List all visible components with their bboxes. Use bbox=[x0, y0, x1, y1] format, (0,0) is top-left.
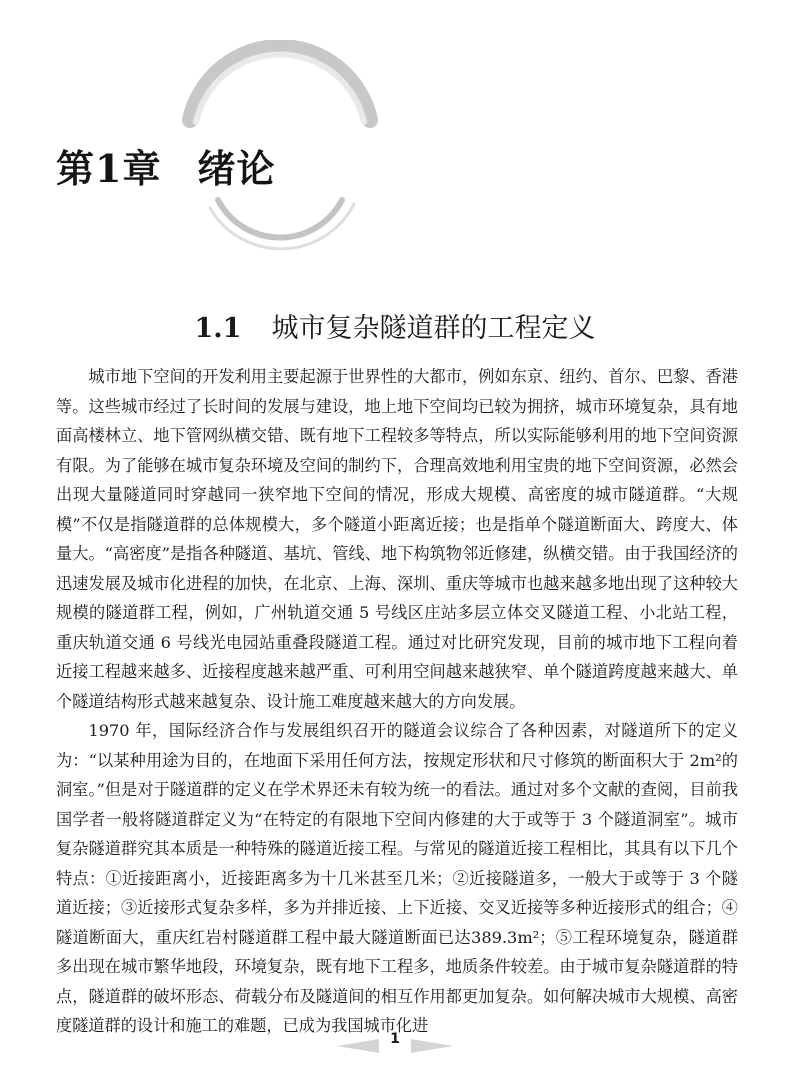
paragraph-2: 1970 年，国际经济合作与发展组织召开的隧道会议综合了各种因素，对隧道所下的定义为：“以某种用途为目的，在地面下采用任何方法，按规定形状和尺寸修筑的断面积大于 2m²的洞室。”但是对于隧道群的定义在学术界还未有较为统一的看法。通过对多个文献的查阅，目前我国学者一般将隧道群定义为“在特定的有限地下空间内修建的大于或等于 3 个隧道洞室”。城市复杂隧道群究其本质是一种特殊的隧道近接工程。与常见的隧道近接工程相比，其具有以下几个特点：①近接距离小，近接距离多为十几米甚至几米；②近接隧道多，一般大于或等于 3 个隧道近接；③近接形式复杂多样，多为并排近接、上下近接、交叉近接等多种近接形式的组合；④隧道断面大，重庆红岩村隧道群工程中最大隧道断面已达389.3m²；⑤工程环境复杂，隧道群多出现在城市繁华地段，环境复杂，既有地下工程多，地质条件较差。由于城市复杂隧道群的特点，隧道群的破坏形态、荷载分布及隧道间的相互作用都更加复杂。如何解决城市大规模、高密度隧道群的设计和施工的难题，已成为我国城市化进 bbox=[56, 721, 738, 1035]
page-number: 1 bbox=[390, 1031, 400, 1047]
paragraph-1: 城市地下空间的开发利用主要起源于世界性的大都市，例如东京、纽约、首尔、巴黎、香港等。这些城市经过了长时间的发展与建设，地上地下空间均已较为拥挤，城市环境复杂，具有地面高楼林立、地下管网纵横交错、既有地下工程较多等特点，所以实际能够利用的地下空间资源有限。为了能够在城市复杂环境及空间的制约下，合理高效地利用宝贵的地下空间资源，必然会出现大量隧道同时穿越同一狭窄地下空间的情况，形成大规模、高密度的城市隧道群。“大规模”不仅是指隧道群的总体规模大，多个隧道小距离近接；也是指单个隧道断面大、跨度大、体量大。“高密度”是指各种隧道、基坑、管线、地下构筑物邻近修建，纵横交错。由于我国经济的迅速发展及城市化进程的加快，在北京、上海、深圳、重庆等城市也越来越多地出现了这种较大规模的隧道群工程，例如，广州轨道交通 5 号线区庄站多层立体交叉隧道工程、小北站工程，重庆轨道交通 6 号线光电园站重叠段隧道工程。通过对比研究发现，目前的城市地下工程向着近接工程越来越多、近接程度越来越严重、可利用空间越来越狭窄、单个隧道跨度越来越大、单个隧道结构形式越来越复杂、设计施工难度越来越大的方向发展。 bbox=[56, 367, 738, 711]
chapter-heading bbox=[56, 138, 275, 193]
chapter-number: 第1章 bbox=[56, 146, 162, 191]
section-heading bbox=[0, 306, 790, 345]
section-number: 1.1 bbox=[194, 313, 242, 344]
chapter-title-text: 绪论 bbox=[197, 146, 276, 191]
body-text bbox=[56, 362, 738, 1041]
section-title-text: 城市复杂隧道群的工程定义 bbox=[271, 313, 596, 344]
